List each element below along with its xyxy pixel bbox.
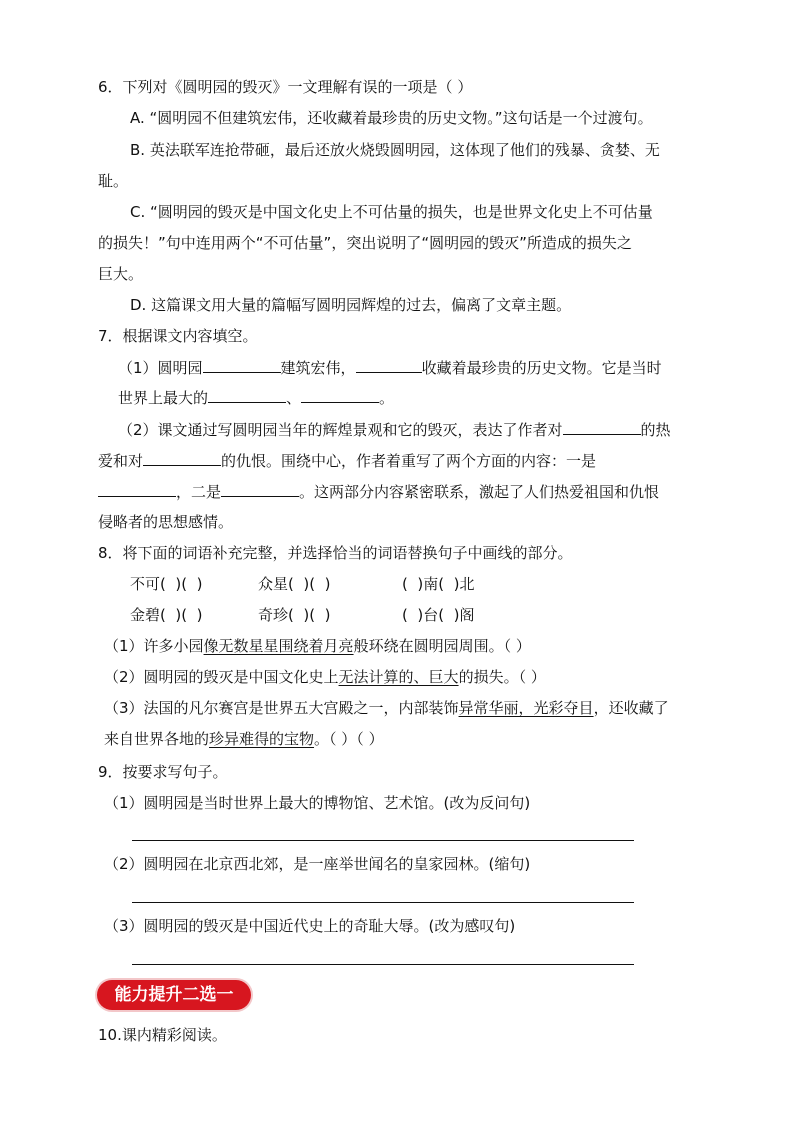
q7-part2-line3: ，二是 。这两部分内容紧密联系，激起了人们热爱祖国和仇恨 (98, 480, 659, 503)
q9-item-2: （2）圆明园在北京西北郊，是一座举世闻名的皇家园林。(缩句) (104, 855, 531, 873)
q6-option-c-line1: C. “圆明园的毁灭是中国文化史上不可估量的损失，也是世界文化史上不可估量 (130, 203, 653, 221)
q6-option-d: D. 这篇课文用大量的篇幅写圆明园辉煌的过去，偏离了文章主题。 (130, 296, 572, 314)
q8-sentence-2: （2）圆明园的毁灭是中国文化史上无法计算的、巨大的损失。（ ） (104, 668, 546, 686)
q7-stem: 7．根据课文内容填空。 (98, 327, 258, 345)
q8-word-2[interactable]: 众星( )( ) (258, 575, 331, 593)
q6-option-b-line2: 耻。 (98, 172, 129, 190)
underlined-phrase: 像无数星星围绕着月亮 (203, 637, 354, 655)
q8-sentence-3-line1: （3）法国的凡尔赛宫是世界五大宫殿之一，内部装饰异常华丽，光彩夺目，还收藏了 (104, 699, 669, 717)
q8-word-4[interactable]: 金碧( )( ) (130, 606, 203, 624)
q8-word-1[interactable]: 不可( )( ) (130, 575, 203, 593)
q6-option-a: A. “圆明园不但建筑宏伟，还收藏着最珍贵的历史文物。”这句话是一个过渡句。 (130, 109, 653, 127)
q7-part1-line2: 世界上最大的 、 。 (118, 386, 394, 409)
underlined-phrase: 异常华丽，光彩夺目 (458, 699, 594, 717)
answer-line[interactable] (132, 964, 634, 965)
q8-stem: 8．将下面的词语补充完整，并选择恰当的词语替换句子中画线的部分。 (98, 544, 573, 562)
q8-word-3[interactable]: ( )南( )北 (402, 575, 475, 593)
answer-line[interactable] (132, 902, 634, 903)
answer-line[interactable] (132, 840, 634, 841)
underlined-phrase: 珍异难得的宝物 (209, 730, 315, 748)
fill-blank[interactable] (221, 480, 299, 497)
q10-stem: 10.课内精彩阅读。 (98, 1026, 227, 1044)
fill-blank[interactable] (143, 449, 221, 466)
q9-item-3: （3）圆明园的毁灭是中国近代史上的奇耻大辱。(改为感叹句) (104, 917, 516, 935)
fill-blank[interactable] (208, 386, 286, 403)
q8-sentence-1: （1）许多小园像无数星星围绕着月亮般环绕在圆明园周围。（ ） (104, 637, 531, 655)
section-badge: 能力提升二选一 (97, 980, 251, 1010)
q8-sentence-3-line2: 来自世界各地的珍异难得的宝物。（ ）（ ） (104, 730, 384, 748)
underlined-phrase: 无法计算的、巨大 (338, 668, 459, 686)
q6-stem: 6．下列对《圆明园的毁灭》一文理解有误的一项是（ ） (98, 78, 473, 96)
q6-option-c-line3: 巨大。 (98, 265, 144, 283)
fill-blank[interactable] (301, 386, 379, 403)
q7-part1-line1: （1）圆明园 建筑宏伟， 收藏着最珍贵的历史文物。它是当时 (118, 356, 662, 379)
q7-part2-line4: 侵略者的思想感情。 (98, 513, 234, 531)
q6-option-c-line2: 的损失！”句中连用两个“不可估量”，突出说明了“圆明园的毁灭”所造成的损失之 (98, 234, 632, 252)
q8-word-6[interactable]: ( )台( )阁 (402, 606, 475, 624)
q7-part2-line2: 爱和对 的仇恨。围绕中心，作者着重写了两个方面的内容：一是 (98, 449, 596, 472)
q6-option-b-line1: B. 英法联军连抢带砸，最后还放火烧毁圆明园，这体现了他们的残暴、贪婪、无 (130, 141, 660, 159)
q7-part2-line1: （2）课文通过写圆明园当年的辉煌景观和它的毁灭，表达了作者对 的热 (118, 418, 671, 441)
fill-blank[interactable] (563, 418, 641, 435)
fill-blank[interactable] (356, 356, 422, 373)
q9-item-1: （1）圆明园是当时世界上最大的博物馆、艺术馆。(改为反问句) (104, 794, 531, 812)
q9-stem: 9．按要求写句子。 (98, 763, 228, 781)
fill-blank[interactable] (98, 480, 176, 497)
fill-blank[interactable] (203, 356, 281, 373)
q8-word-5[interactable]: 奇珍( )( ) (258, 606, 331, 624)
